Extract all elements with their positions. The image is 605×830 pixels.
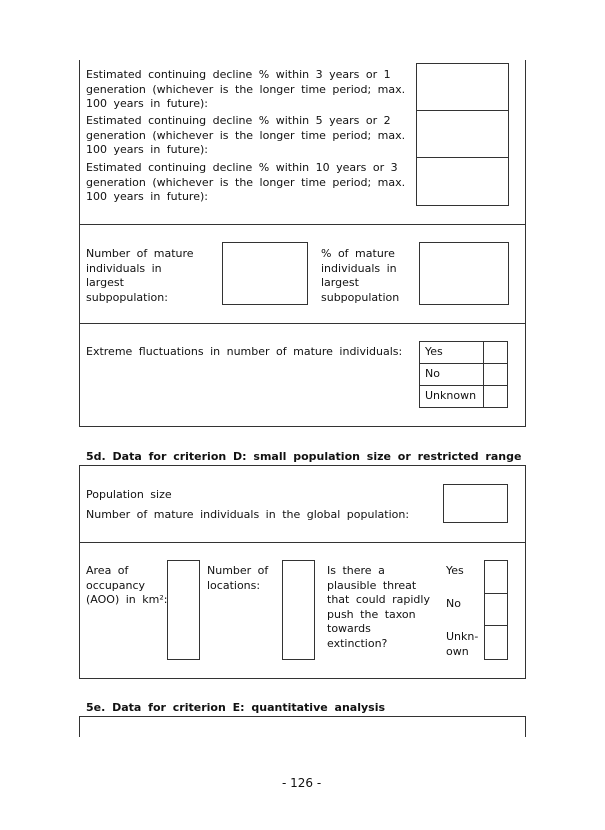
page-number: - 126 - (282, 776, 322, 790)
fluctuation-unknown-checkbox[interactable] (484, 386, 508, 408)
population-size-label: Population size (86, 488, 172, 501)
option-unknown-label: Unknown (420, 386, 484, 408)
threat-no-checkbox[interactable] (484, 593, 508, 626)
threat-question-label: Is there a plausible threat that could rapidly push the taxon towards extinction? (327, 564, 430, 650)
locations-label: Number of locations: (207, 564, 269, 592)
section-divider (79, 542, 525, 543)
mature-individuals-global-label: Number of mature individuals in the global population: (86, 508, 410, 521)
percent-subpop-label: % of mature individuals in largest subpopulation (321, 247, 400, 304)
largest-subpop-input[interactable] (222, 242, 308, 305)
aoo-label: Area of occupancy (AOO) in km²: (86, 564, 168, 606)
section-divider (79, 224, 525, 225)
decline-10-years-label: Estimated continuing decline % within 10 years or 3 generation (whichever is the longer time period; max. 100 years in future): (86, 161, 406, 203)
global-population-input[interactable] (443, 484, 508, 523)
threat-no-label: No (446, 597, 461, 610)
section-divider (79, 323, 525, 324)
decline-10-years-input[interactable] (416, 157, 509, 206)
criterion-e-heading: 5e. Data for criterion E: quantitative analysis (86, 701, 386, 714)
option-no-label: No (420, 364, 484, 386)
criterion-e-panel (79, 716, 526, 737)
threat-yes-label: Yes (446, 564, 464, 577)
decline-5-years-input[interactable] (416, 110, 509, 158)
criterion-d-heading: 5d. Data for criterion D: small population size or restricted range (86, 450, 522, 463)
percent-subpop-input[interactable] (419, 242, 509, 305)
aoo-input[interactable] (167, 560, 200, 660)
decline-5-years-label: Estimated continuing decline % within 5 years or 2 generation (whichever is the longer time period; max. 100 years in future): (86, 114, 406, 156)
threat-yes-checkbox[interactable] (484, 560, 508, 594)
threat-unknown-label: Unkn-own (446, 630, 479, 658)
locations-input[interactable] (282, 560, 315, 660)
fluctuations-label: Extreme fluctuations in number of mature individuals: (86, 345, 403, 358)
fluctuation-yes-checkbox[interactable] (484, 342, 508, 364)
fluctuation-options-table (419, 341, 508, 408)
largest-subpop-label: Number of mature individuals in largest subpopulation: (86, 247, 194, 304)
fluctuation-no-checkbox[interactable] (484, 364, 508, 386)
option-yes-label: Yes (420, 342, 484, 364)
decline-3-years-label: Estimated continuing decline % within 3 years or 1 generation (whichever is the longer time period; max. 100 years in future): (86, 68, 406, 110)
decline-3-years-input[interactable] (416, 63, 509, 111)
threat-unknown-checkbox[interactable] (484, 625, 508, 660)
